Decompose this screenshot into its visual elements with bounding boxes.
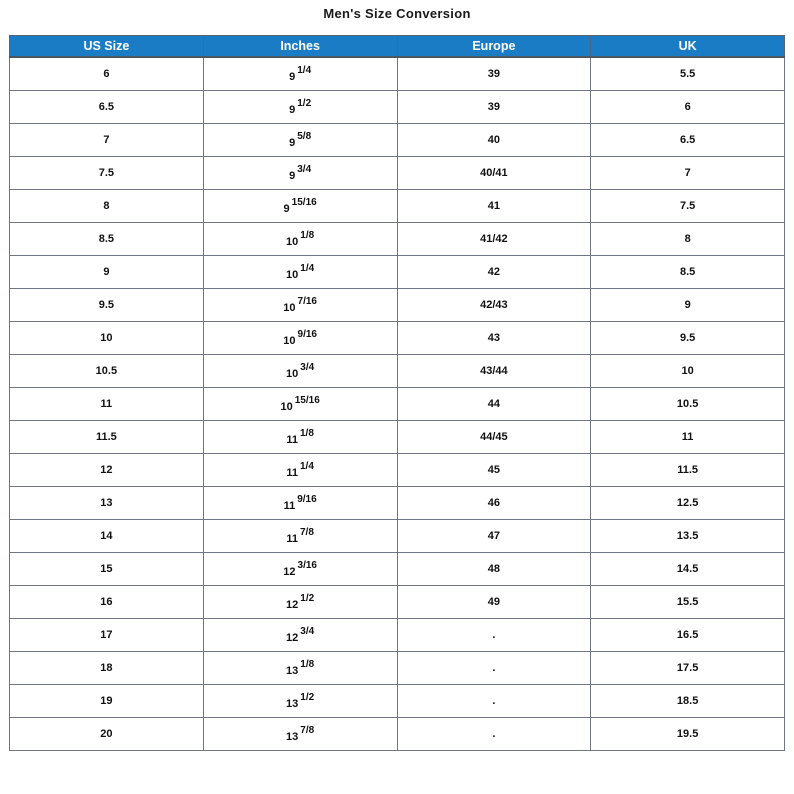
cell-europe: . <box>397 718 591 751</box>
inch-whole: 9 <box>289 137 296 149</box>
cell-us-size: 16 <box>10 586 204 619</box>
table-row <box>10 322 785 355</box>
table-row <box>10 652 785 685</box>
cell-uk: 15.5 <box>591 586 785 619</box>
inch-fraction: 9/16 <box>297 494 317 505</box>
cell-inches <box>203 454 397 487</box>
cell-inches <box>203 718 397 751</box>
table-row <box>10 355 785 388</box>
cell-inches <box>203 124 397 157</box>
cell-europe: . <box>397 619 591 652</box>
cell-inches <box>203 520 397 553</box>
cell-us-size: 12 <box>10 454 204 487</box>
cell-inches <box>203 57 397 91</box>
cell-uk: 14.5 <box>591 553 785 586</box>
cell-inches <box>203 256 397 289</box>
cell-europe: 45 <box>397 454 591 487</box>
cell-us-size: 7.5 <box>10 157 204 190</box>
cell-uk: 12.5 <box>591 487 785 520</box>
cell-inches <box>203 355 397 388</box>
inch-fraction: 7/8 <box>300 725 315 736</box>
cell-europe: 48 <box>397 553 591 586</box>
table-row <box>10 190 785 223</box>
inch-fraction: 1/2 <box>300 593 315 604</box>
inch-fraction: 3/4 <box>297 164 312 175</box>
table-row <box>10 157 785 190</box>
table-row <box>10 685 785 718</box>
cell-inches <box>203 190 397 223</box>
inch-whole: 10 <box>286 236 299 248</box>
cell-inches <box>203 553 397 586</box>
cell-us-size: 7 <box>10 124 204 157</box>
cell-inches <box>203 652 397 685</box>
size-conversion-table <box>9 35 785 751</box>
cell-inches <box>203 619 397 652</box>
cell-uk: 13.5 <box>591 520 785 553</box>
cell-inches <box>203 421 397 454</box>
cell-us-size: 18 <box>10 652 204 685</box>
cell-europe: 47 <box>397 520 591 553</box>
inch-whole: 12 <box>286 632 299 644</box>
table-row <box>10 553 785 586</box>
cell-europe: 40 <box>397 124 591 157</box>
cell-inches <box>203 223 397 256</box>
cell-europe: . <box>397 685 591 718</box>
inch-fraction: 7/16 <box>297 296 317 307</box>
cell-europe: 44/45 <box>397 421 591 454</box>
cell-europe: 44 <box>397 388 591 421</box>
cell-us-size: 9.5 <box>10 289 204 322</box>
cell-uk: 5.5 <box>591 57 785 91</box>
inch-whole: 11 <box>283 500 296 512</box>
inch-fraction: 9/16 <box>297 329 317 340</box>
inch-fraction: 1/4 <box>300 263 315 274</box>
inch-whole: 11 <box>286 467 298 479</box>
cell-uk: 18.5 <box>591 685 785 718</box>
cell-europe: 43/44 <box>397 355 591 388</box>
cell-uk: 6.5 <box>591 124 785 157</box>
cell-us-size: 8.5 <box>10 223 204 256</box>
cell-inches <box>203 586 397 619</box>
header-inches: Inches <box>203 36 397 58</box>
table-row <box>10 487 785 520</box>
table-row <box>10 718 785 751</box>
table-row <box>10 91 785 124</box>
table-row <box>10 57 785 91</box>
cell-europe: 49 <box>397 586 591 619</box>
table-row <box>10 454 785 487</box>
table-header-row <box>10 36 785 58</box>
inch-whole: 10 <box>280 401 293 413</box>
cell-inches <box>203 685 397 718</box>
cell-europe: 41 <box>397 190 591 223</box>
header-us-size: US Size <box>10 36 204 58</box>
cell-europe: 39 <box>397 57 591 91</box>
inch-whole: 13 <box>286 731 299 743</box>
table-row <box>10 619 785 652</box>
cell-uk: 9.5 <box>591 322 785 355</box>
inch-whole: 11 <box>286 434 298 446</box>
cell-europe: 40/41 <box>397 157 591 190</box>
table-row <box>10 124 785 157</box>
cell-inches <box>203 289 397 322</box>
table-row <box>10 586 785 619</box>
cell-us-size: 17 <box>10 619 204 652</box>
cell-us-size: 10 <box>10 322 204 355</box>
inch-fraction: 5/8 <box>297 131 312 142</box>
cell-us-size: 11.5 <box>10 421 204 454</box>
cell-us-size: 11 <box>10 388 204 421</box>
inch-whole: 10 <box>286 269 299 281</box>
cell-uk: 9 <box>591 289 785 322</box>
cell-us-size: 13 <box>10 487 204 520</box>
cell-europe: 39 <box>397 91 591 124</box>
inch-fraction: 15/16 <box>294 395 320 406</box>
cell-inches <box>203 487 397 520</box>
table-row <box>10 388 785 421</box>
cell-uk: 8.5 <box>591 256 785 289</box>
cell-us-size: 14 <box>10 520 204 553</box>
cell-us-size: 6.5 <box>10 91 204 124</box>
cell-us-size: 15 <box>10 553 204 586</box>
cell-europe: 43 <box>397 322 591 355</box>
cell-us-size: 8 <box>10 190 204 223</box>
inch-fraction: 1/8 <box>300 659 315 670</box>
header-europe: Europe <box>397 36 591 58</box>
inch-whole: 9 <box>289 170 296 182</box>
cell-inches <box>203 157 397 190</box>
table-row <box>10 289 785 322</box>
cell-us-size: 19 <box>10 685 204 718</box>
cell-uk: 17.5 <box>591 652 785 685</box>
inch-whole: 12 <box>286 599 299 611</box>
cell-uk: 16.5 <box>591 619 785 652</box>
cell-us-size: 20 <box>10 718 204 751</box>
inch-whole: 13 <box>286 665 299 677</box>
cell-us-size: 9 <box>10 256 204 289</box>
inch-fraction: 1/8 <box>300 230 315 241</box>
inch-fraction: 1/4 <box>297 65 312 76</box>
cell-uk: 7.5 <box>591 190 785 223</box>
inch-fraction: 3/4 <box>300 626 315 637</box>
inch-fraction: 3/16 <box>297 560 317 571</box>
cell-uk: 10.5 <box>591 388 785 421</box>
cell-us-size: 10.5 <box>10 355 204 388</box>
inch-fraction: 1/4 <box>299 461 314 472</box>
cell-inches <box>203 91 397 124</box>
table-row <box>10 520 785 553</box>
cell-uk: 6 <box>591 91 785 124</box>
cell-europe: 42 <box>397 256 591 289</box>
cell-europe: . <box>397 652 591 685</box>
inch-fraction: 1/2 <box>297 98 312 109</box>
inch-whole: 9 <box>289 104 296 116</box>
cell-uk: 11.5 <box>591 454 785 487</box>
inch-whole: 9 <box>289 71 296 83</box>
table-row <box>10 421 785 454</box>
table-row <box>10 256 785 289</box>
cell-inches <box>203 322 397 355</box>
inch-whole: 9 <box>283 203 290 215</box>
cell-inches <box>203 388 397 421</box>
cell-europe: 46 <box>397 487 591 520</box>
table-row <box>10 223 785 256</box>
inch-fraction: 1/2 <box>300 692 315 703</box>
cell-uk: 7 <box>591 157 785 190</box>
cell-uk: 11 <box>591 421 785 454</box>
inch-fraction: 7/8 <box>299 527 314 538</box>
inch-fraction: 15/16 <box>291 197 317 208</box>
cell-uk: 10 <box>591 355 785 388</box>
page-title: Men's Size Conversion <box>323 6 471 21</box>
inch-fraction: 3/4 <box>300 362 315 373</box>
cell-europe: 42/43 <box>397 289 591 322</box>
inch-whole: 11 <box>286 533 298 545</box>
inch-whole: 10 <box>283 302 296 314</box>
header-uk: UK <box>591 36 785 58</box>
inch-whole: 13 <box>286 698 299 710</box>
cell-uk: 8 <box>591 223 785 256</box>
inch-whole: 10 <box>283 335 296 347</box>
cell-us-size: 6 <box>10 57 204 91</box>
cell-europe: 41/42 <box>397 223 591 256</box>
table-body <box>10 57 785 751</box>
inch-fraction: 1/8 <box>299 428 314 439</box>
cell-uk: 19.5 <box>591 718 785 751</box>
inch-whole: 12 <box>283 566 296 578</box>
inch-whole: 10 <box>286 368 299 380</box>
